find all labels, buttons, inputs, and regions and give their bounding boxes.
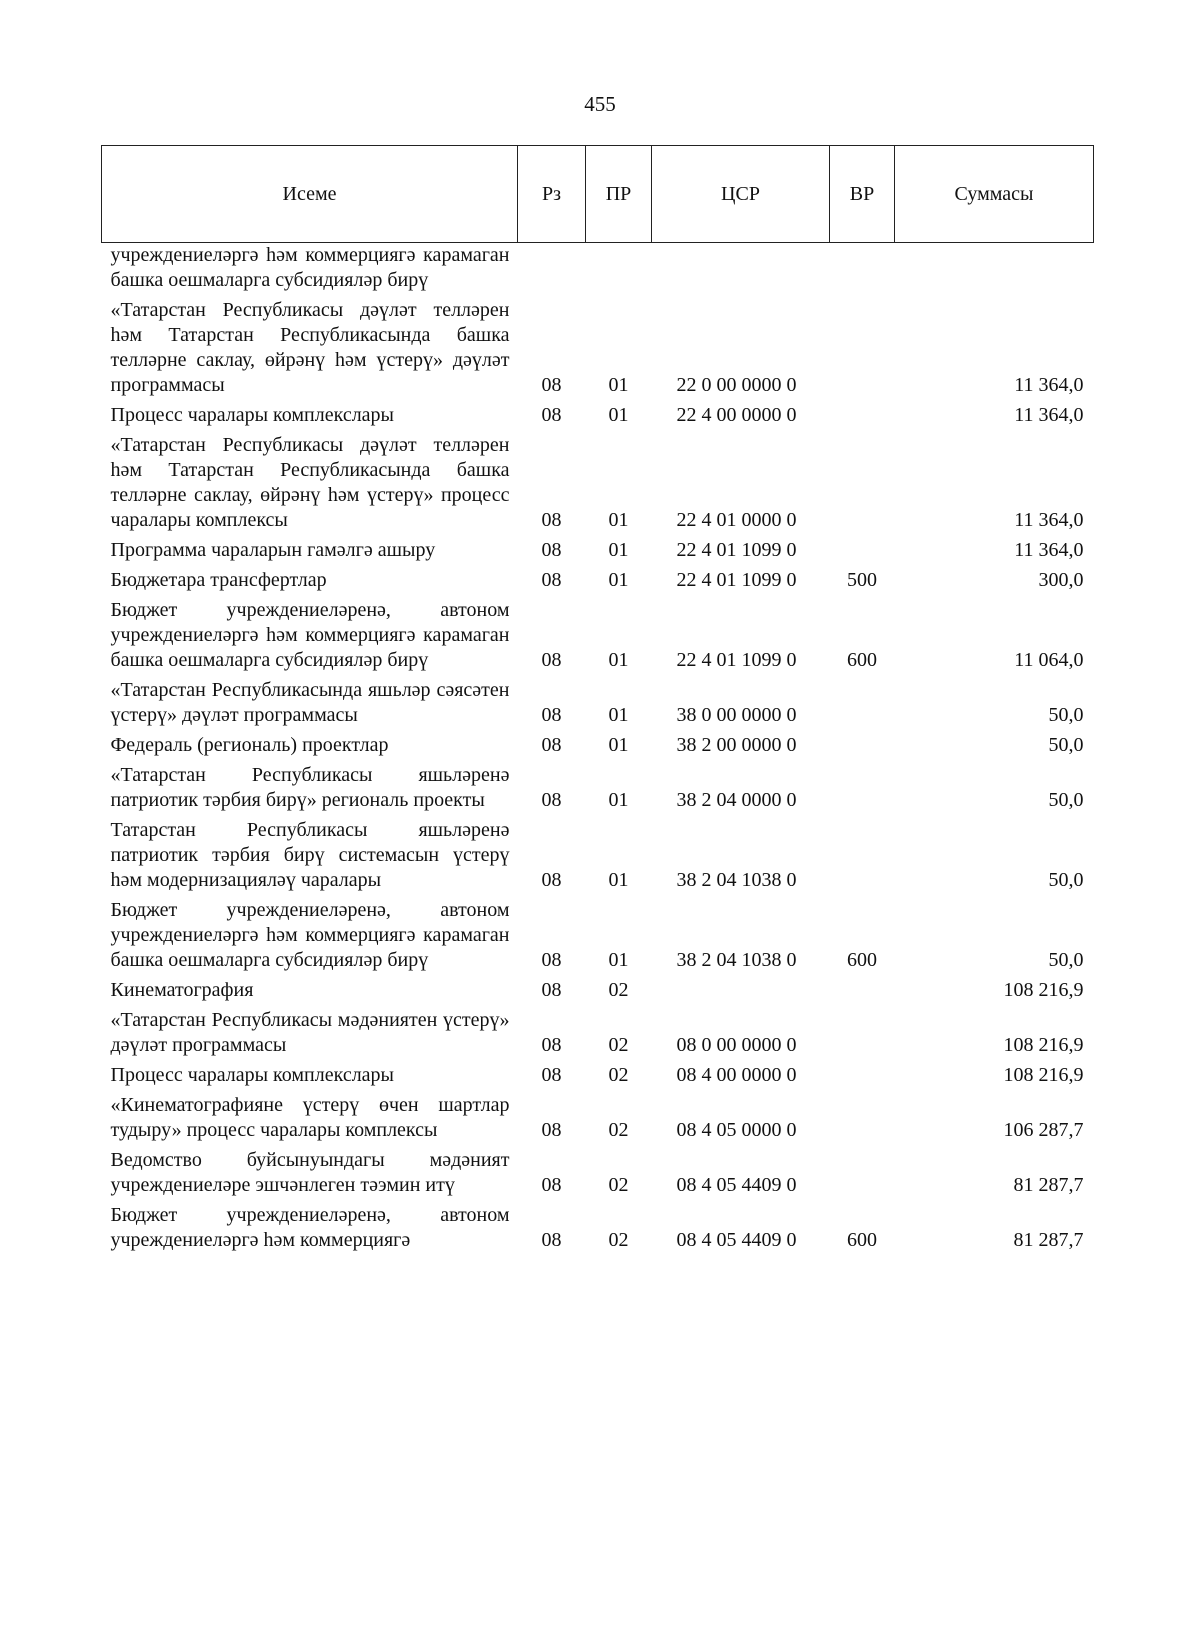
header-pr: ПР	[586, 146, 652, 243]
page-number: 455	[584, 92, 616, 116]
cell-name: «Татарстан Республикасы дәүләт телләрен һәм Татарстан Республикасында башка телләрне саклау, өйрәнү һәм үстерү» дәүләт программасы	[110, 299, 510, 396]
cell-pr: 02	[608, 1229, 629, 1251]
cell-vr: 600	[847, 1229, 877, 1251]
cell-pr: 01	[608, 949, 629, 971]
header-vr: ВР	[830, 146, 895, 243]
cell-vr	[830, 1061, 895, 1091]
table-body	[102, 243, 1094, 1257]
cell-pr: 01	[608, 869, 629, 891]
cell-name: Федераль (региональ) проектлар	[110, 734, 389, 756]
cell-pr: 02	[608, 1174, 629, 1196]
cell-name: Процесс чаралары комплекслары	[110, 1064, 394, 1086]
cell-pr: 02	[608, 979, 629, 1001]
cell-sum: 11 364,0	[1014, 404, 1084, 426]
cell-vr	[830, 401, 895, 431]
cell-pr: 01	[608, 509, 629, 531]
table-row	[102, 243, 1094, 297]
cell-name: Кинематография	[110, 979, 254, 1001]
cell-sum: 108 216,9	[1003, 1064, 1084, 1086]
cell-csr: 08 4 05 4409 0	[676, 1174, 797, 1196]
cell-vr: 600	[847, 649, 877, 671]
cell-rz: 08	[541, 539, 562, 561]
cell-sum: 11 364,0	[1014, 374, 1084, 396]
header-csr: ЦСР	[652, 146, 830, 243]
cell-rz: 08	[541, 869, 562, 891]
cell-vr	[830, 731, 895, 761]
cell-name: Бюджет учреждениеләренә, автоном учреждениеләргә һәм коммерциягә	[110, 1204, 510, 1251]
cell-pr: 01	[608, 734, 629, 756]
header-name: Исеме	[102, 146, 518, 243]
cell-rz: 08	[541, 1229, 562, 1251]
cell-vr: 600	[847, 949, 877, 971]
table-row	[102, 1061, 1094, 1091]
cell-sum: 108 216,9	[1003, 1034, 1084, 1056]
cell-csr: 22 4 01 1099 0	[676, 539, 797, 561]
cell-csr: 22 0 00 0000 0	[676, 374, 797, 396]
cell-sum: 81 287,7	[1013, 1174, 1084, 1196]
cell-pr: 02	[608, 1034, 629, 1056]
cell-pr: 01	[608, 704, 629, 726]
cell-rz: 08	[541, 979, 562, 1001]
cell-vr	[830, 243, 895, 297]
table-row	[102, 976, 1094, 1006]
table-row	[102, 1006, 1094, 1061]
table-row	[102, 596, 1094, 676]
cell-rz: 08	[541, 1034, 562, 1056]
cell-csr: 08 4 05 0000 0	[676, 1119, 797, 1141]
cell-rz	[518, 243, 586, 297]
table-row	[102, 676, 1094, 731]
cell-sum: 300,0	[1038, 569, 1084, 591]
table-row	[102, 1201, 1094, 1256]
cell-name: Бюджетара трансфертлар	[110, 569, 327, 591]
cell-sum	[895, 243, 1094, 297]
cell-csr: 38 2 04 1038 0	[676, 949, 797, 971]
cell-rz: 08	[541, 1119, 562, 1141]
cell-name: Ведомство буйсынуындагы мәдәният учреждениеләре эшчәнлеген тәэмин итү	[110, 1149, 510, 1196]
cell-sum: 50,0	[1048, 869, 1084, 891]
table-row	[102, 1146, 1094, 1201]
cell-vr	[830, 976, 895, 1006]
cell-csr: 22 4 01 1099 0	[676, 649, 797, 671]
cell-pr: 02	[608, 1064, 629, 1086]
cell-sum: 11 364,0	[1014, 509, 1084, 531]
cell-name: учреждениеләргә һәм коммерциягә карамаган башка оешмаларга субсидияләр бирү	[110, 244, 510, 291]
cell-sum: 106 287,7	[1003, 1119, 1084, 1141]
cell-pr: 02	[608, 1119, 629, 1141]
cell-vr	[830, 676, 895, 731]
cell-sum: 81 287,7	[1013, 1229, 1084, 1251]
table-row	[102, 536, 1094, 566]
cell-csr: 08 4 00 0000 0	[676, 1064, 797, 1086]
table-row	[102, 431, 1094, 536]
cell-vr: 500	[847, 569, 877, 591]
cell-name: Программа чараларын гамәлгә ашыру	[110, 539, 436, 561]
cell-vr	[830, 431, 895, 536]
budget-table	[101, 145, 1094, 1256]
cell-rz: 08	[541, 734, 562, 756]
table-row	[102, 401, 1094, 431]
cell-pr: 01	[608, 404, 629, 426]
cell-vr	[830, 536, 895, 566]
cell-pr	[586, 243, 652, 297]
cell-csr: 22 4 01 1099 0	[676, 569, 797, 591]
table-row	[102, 1091, 1094, 1146]
cell-rz: 08	[541, 404, 562, 426]
cell-rz: 08	[541, 789, 562, 811]
cell-name: «Татарстан Республикасы дәүләт телләрен һәм Татарстан Республикасында башка телләрне саклау, өйрәнү һәм үстерү» процесс чаралары комплексы	[110, 434, 510, 531]
cell-vr	[830, 816, 895, 896]
cell-rz: 08	[541, 1174, 562, 1196]
cell-vr	[830, 1006, 895, 1061]
cell-csr: 38 2 04 1038 0	[676, 869, 797, 891]
cell-name: Бюджет учреждениеләренә, автоном учреждениеләргә һәм коммерциягә карамаган башка оешмаларга субсидияләр бирү	[110, 599, 510, 671]
table-row	[102, 816, 1094, 896]
cell-csr: 08 0 00 0000 0	[676, 1034, 797, 1056]
cell-sum: 50,0	[1048, 949, 1084, 971]
header-sum: Суммасы	[895, 146, 1094, 243]
cell-pr: 01	[608, 374, 629, 396]
table-row	[102, 731, 1094, 761]
cell-csr: 38 2 04 0000 0	[676, 789, 797, 811]
cell-name: Татарстан Республикасы яшьләренә патриотик тәрбия бирү системасын үстерү һәм модернизацияләү чаралары	[110, 819, 510, 891]
cell-sum: 11 064,0	[1014, 649, 1084, 671]
cell-sum: 50,0	[1048, 789, 1084, 811]
cell-sum: 11 364,0	[1014, 539, 1084, 561]
cell-rz: 08	[541, 649, 562, 671]
cell-csr: 22 4 01 0000 0	[676, 509, 797, 531]
cell-vr	[830, 296, 895, 401]
table-row	[102, 566, 1094, 596]
cell-csr: 08 4 05 4409 0	[676, 1229, 797, 1251]
cell-vr	[830, 1091, 895, 1146]
cell-rz: 08	[541, 509, 562, 531]
cell-sum: 50,0	[1048, 704, 1084, 726]
table-row	[102, 296, 1094, 401]
cell-csr: 22 4 00 0000 0	[676, 404, 797, 426]
cell-csr	[652, 976, 830, 1006]
cell-name: Процесс чаралары комплекслары	[110, 404, 394, 426]
cell-name: Бюджет учреждениеләренә, автоном учреждениеләргә һәм коммерциягә карамаган башка оешмаларга субсидияләр бирү	[110, 899, 510, 971]
cell-pr: 01	[608, 789, 629, 811]
cell-name: «Кинематографияне үстерү өчен шартлар тудыру» процесс чаралары комплексы	[110, 1094, 510, 1141]
cell-name: «Татарстан Республикасы мәдәниятен үстерү» дәүләт программасы	[110, 1009, 510, 1056]
cell-sum: 50,0	[1048, 734, 1084, 756]
cell-pr: 01	[608, 539, 629, 561]
cell-vr	[830, 761, 895, 816]
cell-pr: 01	[608, 649, 629, 671]
cell-csr: 38 2 00 0000 0	[676, 734, 797, 756]
cell-name: «Татарстан Республикасында яшьләр сәясәтен үстерү» дәүләт программасы	[110, 679, 510, 726]
table-row	[102, 761, 1094, 816]
cell-rz: 08	[541, 704, 562, 726]
cell-rz: 08	[541, 374, 562, 396]
cell-sum: 108 216,9	[1003, 979, 1084, 1001]
header-rz: Рз	[518, 146, 586, 243]
cell-csr	[652, 243, 830, 297]
cell-rz: 08	[541, 949, 562, 971]
cell-rz: 08	[541, 569, 562, 591]
cell-pr: 01	[608, 569, 629, 591]
cell-rz: 08	[541, 1064, 562, 1086]
table-row	[102, 896, 1094, 976]
cell-name: «Татарстан Республикасы яшьләренә патриотик тәрбия бирү» региональ проекты	[110, 764, 510, 811]
cell-vr	[830, 1146, 895, 1201]
table-header-row	[102, 146, 1094, 243]
cell-csr: 38 0 00 0000 0	[676, 704, 797, 726]
